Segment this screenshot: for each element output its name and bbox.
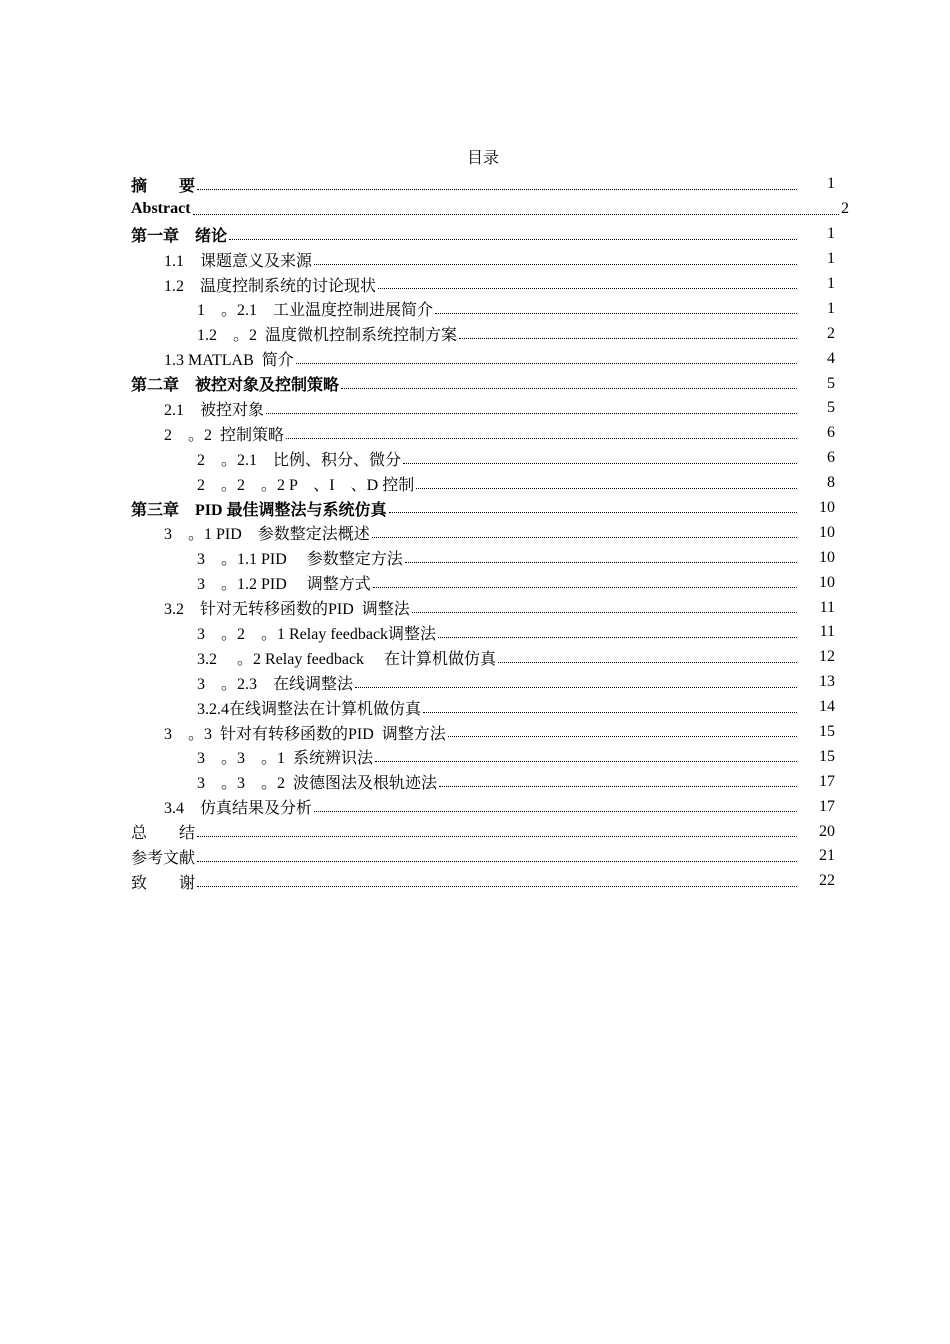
dot-leader [389,511,797,513]
toc-entry-text: 2.1 被控对象 [164,401,265,419]
toc-entry-text: Abstract [131,200,191,218]
toc-page-number: 2 [841,200,849,218]
toc-page-number: 21 [819,847,835,865]
dot-leader [197,885,797,887]
toc-entry-text: 3 。1.2 PID 调整方式 [197,576,371,594]
toc-entry[interactable] [131,471,835,496]
toc-entry[interactable] [131,545,835,570]
toc-page-number: 1 [827,225,835,243]
dot-leader [435,312,797,314]
toc-page-number: 17 [819,797,835,815]
table-of-contents [131,172,849,894]
dot-leader [314,810,797,812]
toc-page-number: 22 [819,872,835,890]
toc-entry[interactable] [131,744,835,769]
toc-entry-text: 第一章 绪论 [131,227,228,245]
toc-entry-text: 3.2 。2 Relay feedback 在计算机做仿真 [197,650,497,668]
dot-leader [197,860,797,862]
toc-page-number: 2 [827,324,835,342]
toc-page-number: 17 [819,772,835,790]
toc-entry-text: 致 谢 [131,874,196,892]
toc-page-number: 11 [819,598,835,616]
dot-leader [498,661,797,663]
dot-leader [355,686,797,688]
toc-entry[interactable] [131,769,835,794]
dot-leader [423,711,797,713]
toc-entry[interactable] [131,446,835,471]
toc-entry[interactable] [131,247,835,272]
dot-leader [403,462,797,464]
toc-page-number: 15 [819,747,835,765]
toc-entry[interactable] [131,844,835,869]
toc-page-number: 4 [827,349,835,367]
toc-page-number: 1 [827,275,835,292]
toc-page-number: 15 [819,723,835,741]
toc-page-number: 1 [827,299,835,317]
toc-entry-text: 3 。3 针对有转移函数的PID 调整方法 [164,725,446,743]
toc-entry[interactable] [131,819,835,844]
dot-leader [341,387,797,389]
toc-entry-text: 1 。2.1 工业温度控制进展简介 [197,302,434,320]
toc-page-number: 14 [819,698,835,716]
dot-leader [296,362,797,364]
toc-entry-text: 摘 要 [131,177,196,195]
dot-leader [229,238,797,240]
dot-leader [375,760,797,762]
toc-entry-text: 参考文献 [131,849,196,867]
dot-leader [378,287,797,289]
dot-leader [459,337,797,339]
toc-entry[interactable] [131,396,835,421]
toc-entry[interactable] [131,520,835,545]
toc-entry-text: 第三章 PID 最佳调整法与系统仿真 [131,501,387,519]
toc-entry[interactable] [131,670,835,695]
toc-page-number: 6 [827,424,835,442]
toc-page-number: 10 [819,499,835,517]
toc-entry-text: 3 。2 。1 Relay feedback调整法 [197,625,437,643]
toc-entry-text: 3.4 仿真结果及分析 [164,800,313,818]
toc-entry[interactable] [131,321,835,346]
dot-leader [286,437,797,439]
toc-page-number: 6 [827,449,835,467]
toc-entry-text: 1.1 课题意义及来源 [164,252,313,270]
toc-page-number: 20 [819,822,835,840]
toc-page-number: 1 [827,175,835,193]
toc-entry[interactable] [131,197,849,222]
toc-entry-text: 2 。2.1 比例、积分、微分 [197,451,402,469]
dot-leader [193,213,839,215]
toc-entry-text: 3 。3 。2 波德图法及根轨迹法 [197,775,438,793]
dot-leader [448,735,797,737]
toc-entry[interactable] [131,620,835,645]
toc-entry[interactable] [131,869,835,894]
toc-entry[interactable] [131,346,835,371]
dot-leader [439,785,797,787]
toc-entry[interactable] [131,720,835,745]
toc-entry-text: 3 。1.1 PID 参数整定方法 [197,551,403,569]
toc-page-number: 5 [827,399,835,417]
toc-entry-text: 总 结 [131,825,196,843]
toc-entry[interactable] [131,645,835,670]
toc-page-number: 12 [819,648,835,666]
dot-leader [416,487,797,489]
dot-leader [197,188,797,190]
toc-entry-text: 3.2.4在线调整法在计算机做仿真 [197,700,422,718]
toc-page-number: 5 [827,374,835,392]
toc-entry[interactable] [131,222,835,247]
toc-entry[interactable] [131,570,835,595]
dot-leader [197,835,797,837]
toc-entry-text: 1.2 温度控制系统的讨论现状 [164,277,377,295]
dot-leader [405,561,797,563]
toc-entry-text: 3 。1 PID 参数整定法概述 [164,526,370,544]
toc-page-number: 10 [819,573,835,591]
toc-entry[interactable] [131,421,835,446]
dot-leader [372,536,797,538]
dot-leader [266,412,797,414]
dot-leader [412,611,797,613]
dot-leader [373,586,797,588]
dot-leader [314,263,797,265]
toc-entry-text: 1.2 。2 温度微机控制系统控制方案 [197,327,458,345]
toc-page-number: 1 [827,250,835,268]
toc-entry-text: 2 。2 控制策略 [164,426,285,444]
toc-entry[interactable] [131,496,835,521]
toc-entry-text: 3 。3 。1 系统辨识法 [197,750,374,768]
toc-entry-text: 3.2 针对无转移函数的PID 调整法 [164,601,410,619]
toc-entry-text: 第二章 被控对象及控制策略 [131,377,340,395]
toc-entry[interactable] [131,794,835,819]
toc-entry[interactable] [131,371,835,396]
toc-title: 目录 [466,150,499,167]
toc-page-number: 11 [819,623,835,641]
toc-entry-text: 1.3 MATLAB 简介 [164,352,294,370]
dot-leader [438,636,797,638]
toc-entry[interactable] [131,296,835,321]
toc-entry-text: 2 。2 。2 P 、I 、D 控制 [197,476,415,494]
toc-page-number: 8 [827,474,835,492]
toc-entry[interactable] [131,595,835,620]
toc-entry-text: 3 。2.3 在线调整法 [197,675,354,693]
toc-page-number: 10 [819,548,835,566]
toc-page-number: 13 [819,673,835,691]
toc-page-number: 10 [819,523,835,541]
toc-entry[interactable] [131,695,835,720]
toc-entry[interactable] [131,172,835,197]
toc-entry[interactable] [131,272,835,297]
